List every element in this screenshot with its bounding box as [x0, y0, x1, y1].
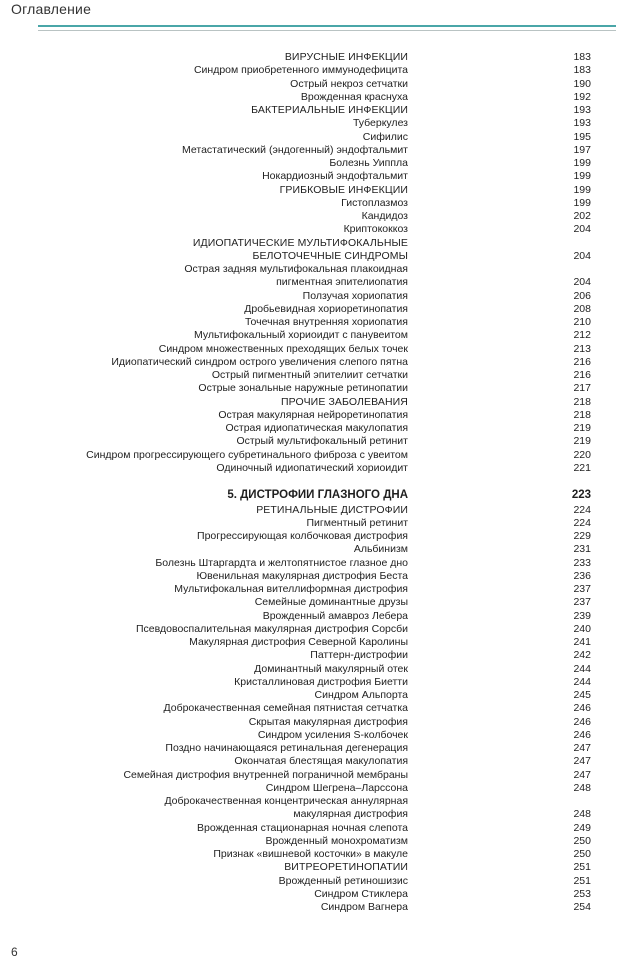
toc-entry-title: 5. ДИСТРОФИИ ГЛАЗНОГО ДНА: [227, 489, 408, 501]
toc-entry-row: [0, 822, 634, 835]
toc-entry-title: Болезнь Штаргардта и желтопятнистое глазное дно: [155, 556, 408, 569]
toc-page-number: 204: [573, 223, 591, 236]
toc-entry-row: [0, 530, 634, 543]
toc-section-row: [0, 250, 634, 263]
toc-entry-row: [0, 596, 634, 609]
toc-page-number: 244: [573, 675, 591, 688]
toc-entry-row: [0, 716, 634, 729]
table-of-contents: [0, 51, 634, 914]
toc-page-number: 250: [573, 834, 591, 847]
toc-entry-row: [0, 329, 634, 342]
toc-entry-title: Сифилис: [362, 130, 408, 143]
toc-entry-title: Точечная внутренняя хориопатия: [244, 316, 408, 328]
toc-entry-title: ИДИОПАТИЧЕСКИЕ МУЛЬТИФОКАЛЬНЫЕ: [192, 236, 408, 249]
toc-entry-title: Острая макулярная нейроретинопатия: [218, 408, 408, 421]
toc-page-number: 218: [573, 408, 591, 421]
toc-chapter-row: [0, 487, 634, 504]
page-number: 6: [11, 945, 18, 959]
toc-entry-title: Острый мультифокальный ретинит: [236, 435, 408, 448]
toc-page-number: 248: [573, 781, 591, 794]
toc-entry-row: [0, 702, 634, 715]
toc-entry-title: Острая идиопатическая макулопатия: [225, 422, 408, 434]
toc-entry-row: [0, 131, 634, 144]
toc-page-number: 183: [573, 51, 591, 63]
toc-entry-title: макулярная дистрофия: [293, 808, 408, 821]
toc-entry-title: Паттерн-дистрофии: [310, 649, 408, 662]
toc-section-row: [0, 396, 634, 409]
toc-entry-title: Мультифокальный хориоидит с панувеитом: [194, 329, 408, 342]
toc-page-number: 213: [573, 342, 591, 355]
toc-entry-row: [0, 583, 634, 596]
toc-page-number: 219: [573, 435, 591, 448]
toc-entry-title: Синдром Вагнера: [320, 901, 408, 913]
toc-page-number: 210: [573, 316, 591, 328]
toc-entry-title: Нокардиозный эндофтальмит: [262, 170, 408, 183]
toc-entry-title: Поздно начинающаяся ретинальная дегенерация: [165, 742, 408, 754]
toc-page-number: 190: [573, 77, 591, 90]
toc-entry-row: [0, 835, 634, 848]
toc-page-number: 250: [573, 848, 591, 860]
toc-entry-title: ВИТРЕОРЕТИНОПАТИИ: [284, 861, 408, 874]
toc-entry-row: [0, 901, 634, 914]
toc-entry-title: Врожденная стационарная ночная слепота: [197, 821, 408, 834]
toc-entry-row: [0, 729, 634, 742]
toc-entry-row: [0, 557, 634, 570]
toc-entry-row: [0, 409, 634, 422]
toc-entry-title: Острый некроз сетчатки: [290, 77, 408, 90]
toc-page-number: 248: [573, 808, 591, 821]
running-header-title: Оглавление: [11, 1, 92, 17]
toc-page-number: 216: [573, 355, 591, 368]
toc-entry-title: Альбинизм: [353, 543, 408, 556]
toc-entry-row: [0, 649, 634, 662]
toc-page-number: 212: [573, 329, 591, 342]
toc-entry-row: [0, 435, 634, 448]
toc-entry-row: [0, 369, 634, 382]
toc-entry-row: [0, 276, 634, 289]
toc-page-number: 233: [573, 556, 591, 569]
toc-entry-row: [0, 755, 634, 768]
toc-page-number: 192: [573, 90, 591, 103]
toc-entry-row: [0, 303, 634, 316]
toc-page-number: 237: [573, 583, 591, 595]
toc-entry-row: [0, 316, 634, 329]
toc-page-number: 183: [573, 64, 591, 77]
toc-page-number: 254: [573, 901, 591, 913]
toc-entry-row: [0, 157, 634, 170]
toc-entry-row: [0, 290, 634, 303]
toc-page-number: 242: [573, 649, 591, 662]
toc-page-number: 199: [573, 170, 591, 183]
toc-entry-title: РЕТИНАЛЬНЫЕ ДИСТРОФИИ: [256, 503, 408, 516]
toc-page-number: 217: [573, 382, 591, 395]
toc-page-number: 240: [573, 622, 591, 635]
toc-entry-row: [0, 769, 634, 782]
toc-entry-title: Признак «вишневой косточки» в макуле: [213, 848, 408, 860]
toc-section-row: [0, 237, 634, 250]
toc-entry-row: [0, 808, 634, 821]
toc-entry-row: [0, 782, 634, 795]
toc-entry-row: [0, 197, 634, 210]
toc-entry-title: Семейные доминантные друзы: [254, 596, 408, 609]
toc-entry-row: [0, 676, 634, 689]
toc-page-number: 237: [573, 596, 591, 609]
toc-entry-row: [0, 449, 634, 462]
toc-entry-title: Синдром множественных преходящих белых точек: [158, 342, 408, 355]
toc-entry-row: [0, 144, 634, 157]
toc-entry-title: Окончатая блестящая макулопатия: [234, 755, 408, 768]
toc-entry-title: Болезнь Уиппла: [329, 157, 408, 169]
toc-entry-title: Ползучая хориопатия: [302, 289, 408, 302]
toc-page-number: 246: [573, 715, 591, 728]
toc-section-row: [0, 104, 634, 117]
toc-entry-row: [0, 663, 634, 676]
toc-entry-title: Дробьевидная хориоретинопатия: [244, 302, 408, 315]
toc-entry-row: [0, 91, 634, 104]
toc-entry-row: [0, 210, 634, 223]
toc-page-number: 202: [573, 210, 591, 222]
toc-entry-title: Гистоплазмоз: [341, 196, 408, 209]
toc-entry-title: Кристаллиновая дистрофия Биетти: [234, 675, 408, 688]
toc-entry-row: [0, 875, 634, 888]
toc-entry-title: Туберкулез: [352, 117, 408, 130]
toc-entry-title: Псевдовоспалительная макулярная дистрофия Сорсби: [135, 622, 408, 635]
toc-page-number: 204: [573, 276, 591, 289]
toc-entry-row: [0, 636, 634, 649]
toc-page-number: 197: [573, 143, 591, 156]
toc-entry-title: Ювенильная макулярная дистрофия Беста: [196, 569, 408, 582]
toc-entry-row: [0, 848, 634, 861]
toc-entry-title: Кандидоз: [361, 210, 408, 222]
toc-entry-title: Мультифокальная вителлиформная дистрофия: [174, 583, 408, 595]
toc-entry-title: Идиопатический синдром острого увеличения слепого пятна: [111, 355, 408, 368]
toc-page-number: 246: [573, 702, 591, 715]
toc-entry-row: [0, 78, 634, 91]
toc-entry-title: Синдром приобретенного иммунодефицита: [193, 64, 408, 77]
toc-page-number: 218: [573, 395, 591, 408]
toc-page-number: 239: [573, 609, 591, 622]
toc-entry-row: [0, 170, 634, 183]
toc-entry-title: Семейная дистрофия внутренней пограничной мембраны: [123, 768, 408, 781]
toc-entry-row: [0, 795, 634, 808]
toc-section-row: [0, 184, 634, 197]
toc-page-number: 220: [573, 448, 591, 461]
toc-entry-title: ПРОЧИЕ ЗАБОЛЕВАНИЯ: [281, 395, 408, 408]
toc-entry-row: [0, 517, 634, 530]
toc-entry-title: БЕЛОТОЧЕЧНЫЕ СИНДРОМЫ: [252, 249, 408, 262]
toc-section-row: [0, 861, 634, 874]
toc-entry-row: [0, 610, 634, 623]
toc-entry-row: [0, 117, 634, 130]
toc-entry-row: [0, 742, 634, 755]
toc-page-number: 247: [573, 768, 591, 781]
toc-page-number: 204: [573, 249, 591, 262]
toc-entry-row: [0, 462, 634, 475]
toc-entry-title: Синдром прогрессирующего субретинального фиброза с увеитом: [86, 448, 408, 461]
toc-page-number: 216: [573, 369, 591, 381]
toc-entry-row: [0, 689, 634, 702]
toc-entry-title: Пигментный ретинит: [306, 516, 408, 529]
toc-entry-row: [0, 223, 634, 236]
toc-entry-title: Доброкачественная концентрическая аннулярная: [164, 795, 408, 807]
toc-page-number: 219: [573, 422, 591, 434]
toc-entry-row: [0, 570, 634, 583]
toc-page-number: 251: [573, 874, 591, 887]
toc-entry-title: Синдром Шегрена–Ларссона: [265, 781, 408, 794]
toc-entry-title: ВИРУСНЫЕ ИНФЕКЦИИ: [284, 51, 408, 63]
toc-entry-title: ГРИБКОВЫЕ ИНФЕКЦИИ: [279, 183, 408, 196]
toc-page-number: 208: [573, 302, 591, 315]
toc-entry-title: Врожденная краснуха: [300, 90, 408, 103]
toc-page-number: 229: [573, 530, 591, 542]
toc-page-number: 199: [573, 157, 591, 169]
toc-entry-title: Острая задняя мультифокальная плакоидная: [184, 263, 408, 275]
toc-entry-title: Криптококкоз: [343, 223, 408, 236]
toc-page-number: 236: [573, 569, 591, 582]
toc-entry-title: Скрытая макулярная дистрофия: [248, 715, 408, 728]
toc-page-number: 193: [573, 117, 591, 130]
toc-page-number: 246: [573, 728, 591, 741]
toc-entry-title: Синдром Альпорта: [314, 689, 408, 701]
toc-entry-title: Синдром усиления S-колбочек: [257, 728, 408, 741]
toc-entry-title: пигментная эпителиопатия: [276, 276, 408, 289]
toc-page-number: 247: [573, 742, 591, 754]
toc-page-number: 245: [573, 689, 591, 701]
toc-page-number: 199: [573, 196, 591, 209]
toc-entry-title: Прогрессирующая колбочковая дистрофия: [197, 530, 408, 542]
toc-page-number: 224: [573, 503, 591, 516]
toc-page-number: 253: [573, 887, 591, 900]
toc-entry-row: [0, 382, 634, 395]
toc-page-number: 251: [573, 861, 591, 874]
toc-section-row: [0, 504, 634, 517]
toc-entry-title: Острый пигментный эпителиит сетчатки: [211, 369, 408, 381]
toc-page-number: 199: [573, 183, 591, 196]
toc-entry-title: Врожденный амавроз Лебера: [262, 609, 408, 622]
toc-entry-title: Метастатический (эндогенный) эндофтальмит: [182, 143, 408, 156]
toc-entry-title: Доминантный макулярный отек: [254, 662, 408, 675]
toc-page-number: 206: [573, 289, 591, 302]
toc-page-number: 221: [573, 461, 591, 474]
toc-entry-row: [0, 543, 634, 556]
toc-page-number: 231: [573, 543, 591, 556]
toc-entry-title: БАКТЕРИАЛЬНЫЕ ИНФЕКЦИИ: [251, 104, 408, 116]
toc-entry-row: [0, 64, 634, 77]
toc-entry-title: Врожденный ретиношизис: [278, 874, 408, 887]
toc-entry-row: [0, 263, 634, 276]
toc-entry-title: Синдром Стиклера: [314, 887, 408, 900]
toc-page-number: 241: [573, 636, 591, 648]
toc-entry-title: Острые зональные наружные ретинопатии: [198, 382, 408, 395]
toc-entry-row: [0, 422, 634, 435]
toc-page-number: 244: [573, 662, 591, 675]
toc-page-number: 224: [573, 516, 591, 529]
toc-entry-row: [0, 343, 634, 356]
header-secondary-rule: [38, 30, 616, 31]
toc-entry-row: [0, 356, 634, 369]
toc-page-number: 247: [573, 755, 591, 768]
toc-entry-row: [0, 888, 634, 901]
toc-page-number: 193: [573, 104, 591, 116]
header-accent-rule: [38, 25, 616, 27]
toc-entry-row: [0, 623, 634, 636]
toc-entry-title: Макулярная дистрофия Северной Каролины: [189, 636, 408, 648]
toc-entry-title: Врожденный монохроматизм: [265, 834, 408, 847]
toc-entry-title: Доброкачественная семейная пятнистая сетчатка: [163, 702, 408, 715]
toc-entry-title: Одиночный идиопатический хориоидит: [216, 461, 408, 474]
toc-page-number: 223: [571, 489, 591, 501]
toc-page-number: 249: [573, 821, 591, 834]
toc-page-number: 195: [573, 130, 591, 143]
toc-section-row: [0, 51, 634, 64]
